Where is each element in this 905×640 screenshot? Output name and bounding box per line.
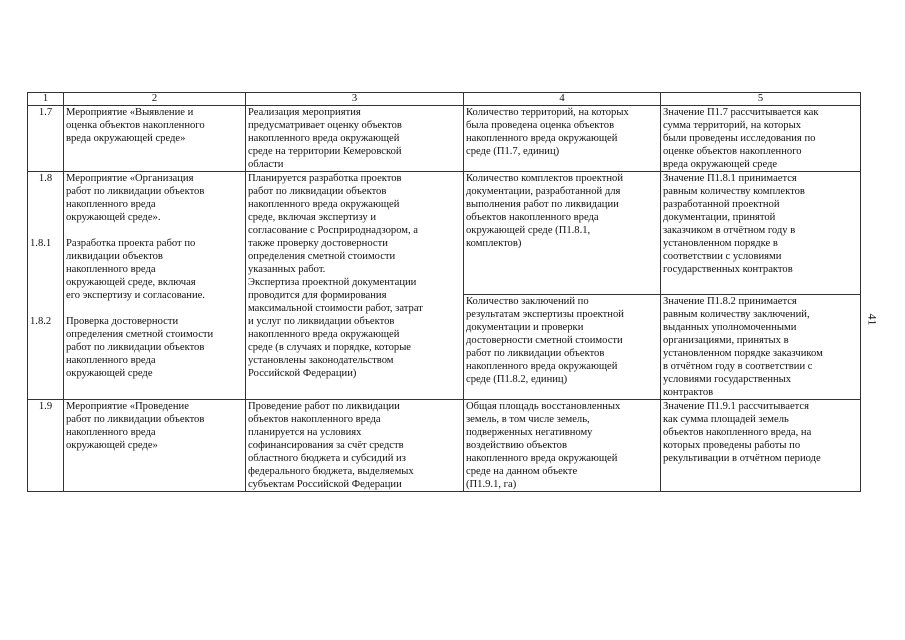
- method-cell: Значение П1.7 рассчитывается как сумма территорий, на которых были проведены исследования по оценке объектов накопленного вреда окружающей среде: [661, 106, 861, 172]
- event-cell: Мероприятие «Выявление и оценка объектов накопленного вреда окружающей среде»: [64, 106, 246, 172]
- header-row: [28, 93, 861, 106]
- row-subnumber: 1.8.2: [30, 316, 52, 327]
- program-table: [27, 92, 861, 492]
- row-number: 1.7: [28, 106, 64, 172]
- event-sub-cell: Разработка проекта работ по ликвидации объектов накопленного вреда окружающей среде, включая его экспертизу и согласование.: [66, 238, 205, 301]
- indicator-cell: Количество заключений по результатам экспертизы проектной документации и проверки достоверности сметной стоимости работ по ликвидации объектов накопленного вреда окружающей среде (П1.8.2, единиц): [464, 295, 661, 400]
- description-cell: Планируется разработка проектов работ по ликвидации объектов накопленного вреда окружающей среде, включая экспертизу и согласование с Росприроднадзором, а также проверку достоверности определения сметной стоимости указанных работ. Экспертиза проектной документации проводится для формирования максимальной стоимости работ, затрат и услуг по ликвидации объектов накопленного вреда окружающей среде (в случаях и порядке, которые установлены законодательством Российской Федерации): [246, 172, 464, 400]
- method-cell: Значение П1.8.1 принимается равным количеству комплектов разработанной проектной документации, принятой заказчиком в отчётном году в установленном порядке в соответствии с условиями государственных контрактов: [661, 172, 861, 295]
- header-cell: 3: [246, 93, 464, 106]
- table-row: [28, 106, 861, 172]
- method-cell: Значение П1.8.2 принимается равным количеству заключений, выданных уполномоченными организациями, принятых в установленном порядке заказчиком в отчётном году в соответствии с условиями государственных контрактов: [661, 295, 861, 400]
- indicator-cell: Количество территорий, на которых была проведена оценка объектов накопленного вреда окружающей среде (П1.7, единиц): [464, 106, 661, 172]
- description-cell: Проведение работ по ликвидации объектов накопленного вреда планируется на условиях софинансирования за счёт средств областного бюджета и субсидий из федерального бюджета, выделяемых субъектам Российской Федерации: [246, 400, 464, 492]
- row-number-group: [28, 172, 64, 400]
- row-subnumber: 1.8.1: [30, 238, 52, 249]
- description-cell: Реализация мероприятия предусматривает оценку объектов накопленного вреда окружающей среде на территории Кемеровской области: [246, 106, 464, 172]
- event-cell-group: [64, 172, 246, 400]
- table-row: [28, 400, 861, 492]
- event-cell: Мероприятие «Проведение работ по ликвидации объектов накопленного вреда окружающей среде»: [64, 400, 246, 492]
- event-cell: Мероприятие «Организация работ по ликвидации объектов накопленного вреда окружающей среде».: [66, 173, 205, 223]
- page-number: 41: [865, 313, 880, 326]
- table-row: [28, 172, 861, 295]
- header-cell: 5: [661, 93, 861, 106]
- row-number: 1.9: [28, 400, 64, 492]
- event-sub-cell: Проверка достоверности определения сметной стоимости работ по ликвидации объектов накопленного вреда окружающей среде: [66, 316, 214, 379]
- row-number: 1.8: [38, 173, 53, 184]
- header-cell: 1: [28, 93, 64, 106]
- header-cell: 4: [464, 93, 661, 106]
- indicator-cell: Общая площадь восстановленных земель, в том числе земель, подверженных негативному воздействию объектов накопленного вреда окружающей среде на данном объекте (П1.9.1, га): [464, 400, 661, 492]
- header-cell: 2: [64, 93, 246, 106]
- indicator-cell: Количество комплектов проектной документации, разработанной для выполнения работ по ликвидации объектов накопленного вреда окружающей среде (П1.8.1, комплектов): [464, 172, 661, 295]
- method-cell: Значение П1.9.1 рассчитывается как сумма площадей земель объектов накопленного вреда, на которых проведены работы по рекультивации в отчётном периоде: [661, 400, 861, 492]
